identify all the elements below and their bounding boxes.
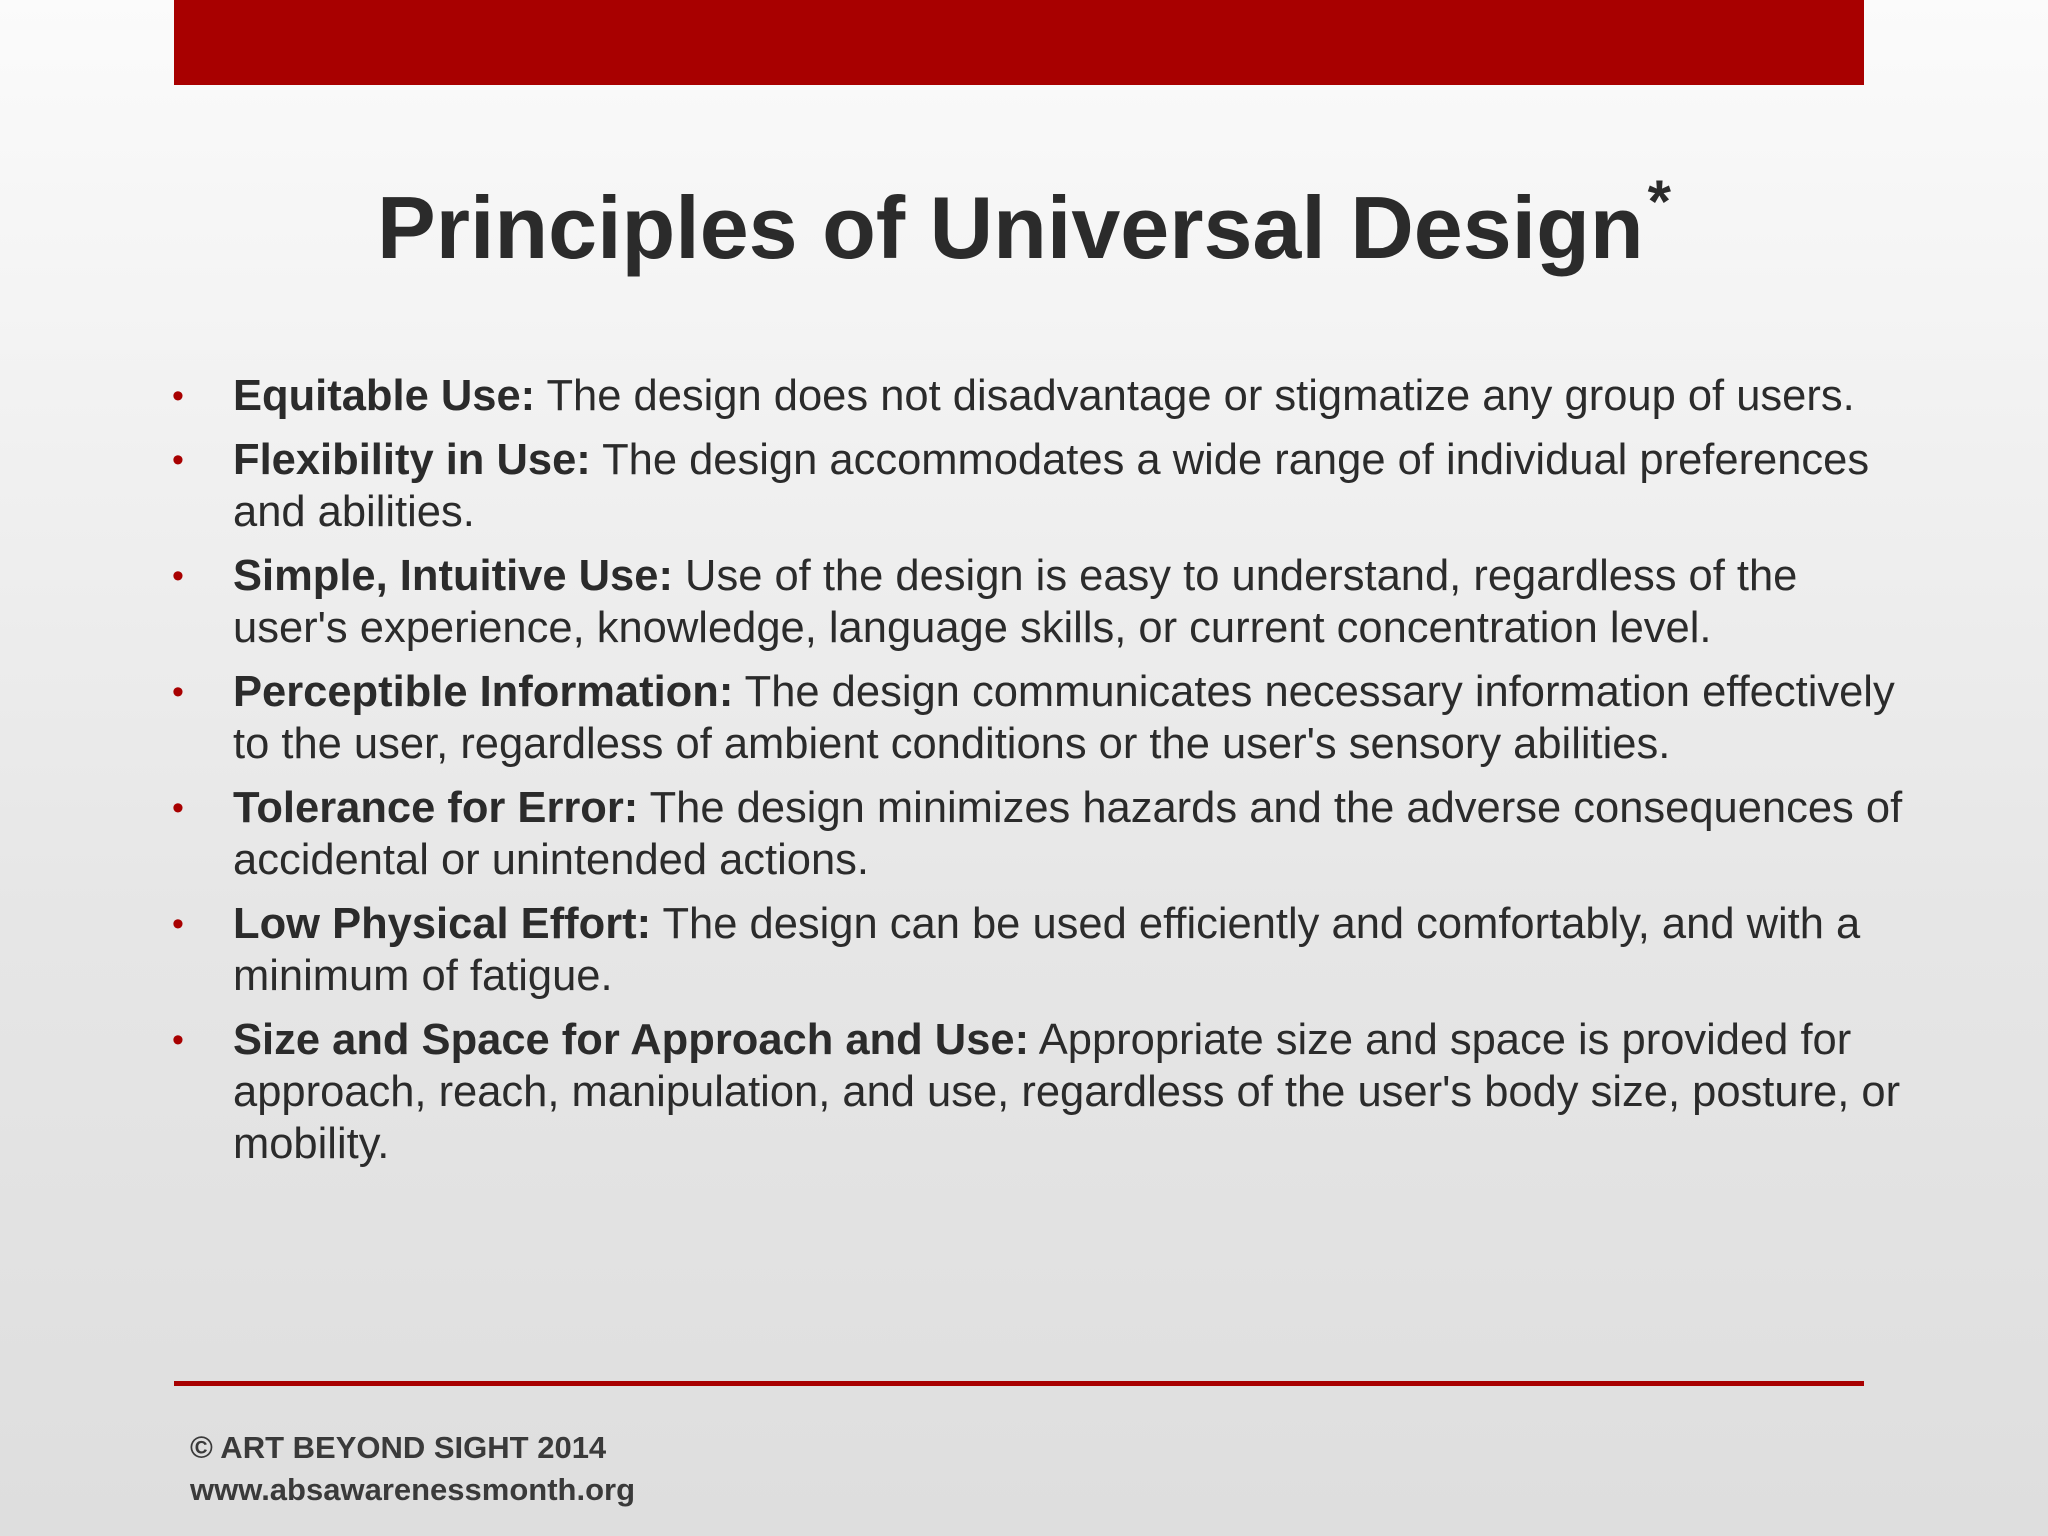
list-item bbox=[172, 1014, 1912, 1170]
website-url: www.absawarenessmonth.org bbox=[190, 1472, 636, 1507]
principle-term: Simple, Intuitive Use: bbox=[233, 552, 673, 600]
principle-term: Equitable Use: bbox=[233, 372, 536, 420]
principle-description: Use of the design is easy to understand, regardless of the user's experience, knowledge, language skills, or current concentration level. bbox=[233, 552, 1798, 652]
list-item bbox=[172, 550, 1912, 654]
bullet-icon: • bbox=[172, 441, 184, 479]
bullet-icon: • bbox=[172, 377, 184, 415]
principle-description: The design communicates necessary information effectively to the user, regardless of ambient conditions or the user's sensory abilities. bbox=[233, 668, 1895, 768]
list-item bbox=[172, 898, 1912, 1002]
principle-description: The design accommodates a wide range of individual preferences and abilities. bbox=[233, 436, 1870, 536]
list-item bbox=[172, 434, 1912, 538]
bullet-icon: • bbox=[172, 673, 184, 711]
bullet-icon: • bbox=[172, 905, 184, 943]
list-item bbox=[172, 370, 1912, 422]
principle-term: Size and Space for Approach and Use: bbox=[233, 1016, 1030, 1064]
principle-term: Flexibility in Use: bbox=[233, 436, 591, 484]
principle-description: The design can be used efficiently and comfortably, and with a minimum of fatigue. bbox=[233, 900, 1861, 1000]
principle-description: Appropriate size and space is provided for approach, reach, manipulation, and use, regardless of the user's body size, posture, or mobility. bbox=[233, 1016, 1901, 1168]
title-asterisk: * bbox=[1647, 168, 1671, 235]
slide-title bbox=[0, 168, 2048, 288]
principle-description: The design does not disadvantage or stigmatize any group of users. bbox=[546, 372, 1855, 420]
principle-term: Low Physical Effort: bbox=[233, 900, 652, 948]
bullet-icon: • bbox=[172, 789, 184, 827]
slide-footer bbox=[190, 1427, 635, 1511]
principle-term: Tolerance for Error: bbox=[233, 784, 639, 832]
copyright-text: © ART BEYOND SIGHT 2014 bbox=[190, 1430, 607, 1465]
bullet-icon: • bbox=[172, 1021, 184, 1059]
footer-divider bbox=[174, 1381, 1864, 1386]
list-item bbox=[172, 666, 1912, 770]
slide-title-text: Principles of Universal Design bbox=[377, 178, 1644, 277]
list-item bbox=[172, 782, 1912, 886]
bullet-icon: • bbox=[172, 557, 184, 595]
top-accent-bar bbox=[174, 0, 1864, 85]
principle-term: Perceptible Information: bbox=[233, 668, 734, 716]
principle-description: The design minimizes hazards and the adverse consequences of accidental or unintended actions. bbox=[233, 784, 1903, 884]
principles-list bbox=[172, 370, 1912, 1182]
